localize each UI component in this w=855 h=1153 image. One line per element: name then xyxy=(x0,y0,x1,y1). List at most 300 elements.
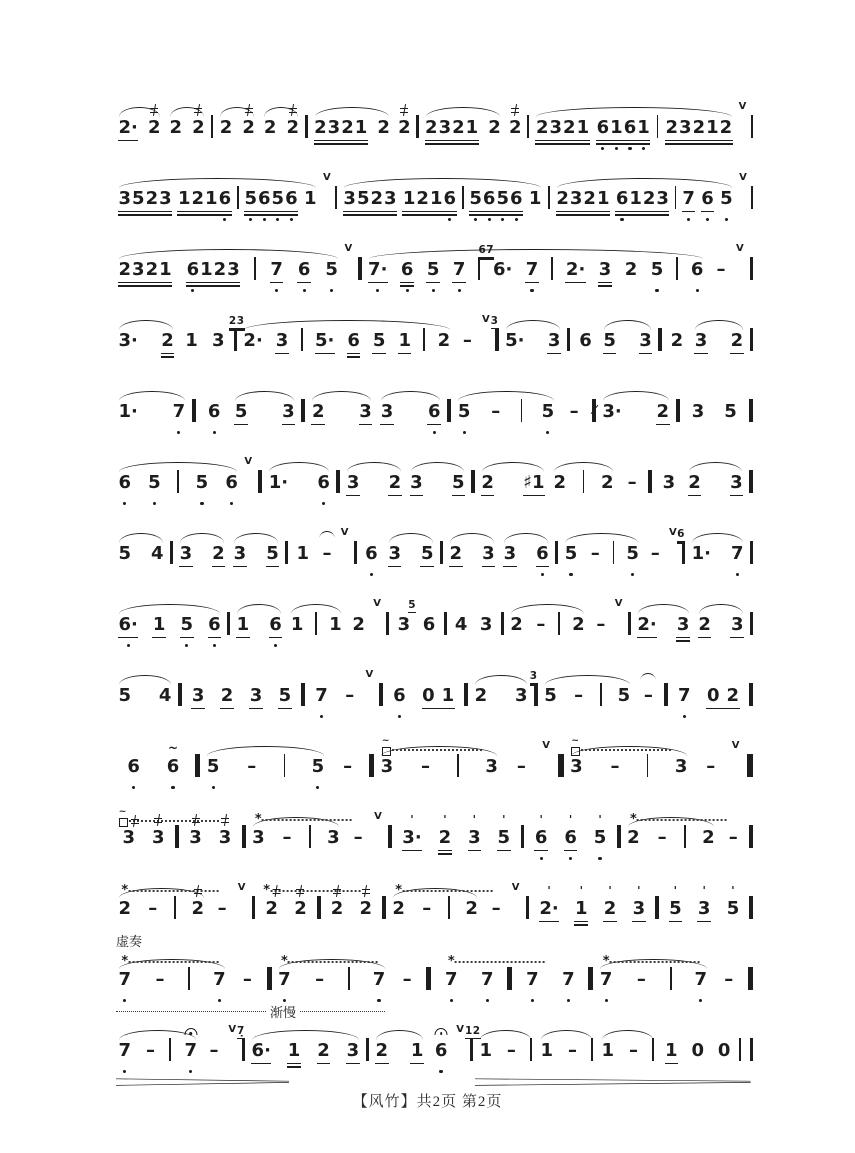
low-octave-dot xyxy=(171,786,174,789)
accent-tick-mark: ' xyxy=(539,813,543,826)
note-digit: 1 xyxy=(576,117,590,138)
note-digit: 2 xyxy=(341,117,354,138)
note-digit: 3 xyxy=(227,259,240,280)
breath-mark: V xyxy=(244,456,253,467)
note-digit: 1 xyxy=(629,188,642,209)
note-digit: 6 xyxy=(118,472,132,493)
dash xyxy=(627,1027,639,1074)
note-digit: ♯1 xyxy=(523,472,545,493)
note-digit: 1 xyxy=(528,188,542,209)
note-digit: 5 xyxy=(617,685,631,706)
barline xyxy=(175,825,179,848)
grace-note: 67 xyxy=(478,244,495,256)
note-digit: 3 xyxy=(346,1040,360,1061)
note-digit: 7· xyxy=(368,259,388,280)
note-digit: – xyxy=(567,1040,577,1061)
note-digit: 6 xyxy=(579,330,592,351)
note-digit: 2 xyxy=(311,401,325,422)
vibrato-mark: * xyxy=(121,957,128,967)
score-line-11 xyxy=(114,806,755,861)
barline xyxy=(750,612,753,635)
slur xyxy=(479,459,547,506)
note-digit: 3 xyxy=(662,472,676,493)
note-digit: – xyxy=(596,614,606,635)
low-octave-dot xyxy=(631,573,634,576)
vibrato-mark: * xyxy=(630,815,637,825)
tonguing-mark xyxy=(296,886,304,896)
note-digit: 5 xyxy=(311,756,325,777)
barline xyxy=(464,683,468,706)
note xyxy=(242,104,256,151)
dash xyxy=(154,956,166,1003)
low-octave-dot xyxy=(330,289,333,292)
note-digit: 2 xyxy=(438,827,452,848)
note-digit: 7 xyxy=(315,685,328,706)
barline xyxy=(567,328,570,351)
note xyxy=(309,672,334,719)
note-digit: 5 xyxy=(541,401,555,422)
note xyxy=(380,736,394,790)
note xyxy=(601,1027,615,1074)
barline xyxy=(462,186,464,209)
breath-mark: V xyxy=(344,243,353,254)
score-line-5 xyxy=(114,380,755,435)
note-digit: 5 xyxy=(266,543,279,564)
note-digit: 7 xyxy=(118,1040,132,1061)
note xyxy=(118,388,138,435)
note-digit: 2 xyxy=(392,898,405,919)
note xyxy=(514,672,528,719)
note-digit: 3 xyxy=(327,117,341,138)
note-digit: 0 xyxy=(422,685,435,706)
vibrato-mark: * xyxy=(263,886,270,896)
note-digit: 3 xyxy=(514,685,528,706)
note xyxy=(372,956,386,1003)
low-octave-dot xyxy=(406,289,409,292)
note-digit: 2 xyxy=(600,472,614,493)
note-digit: 2 xyxy=(147,117,161,138)
vibrato-mark: * xyxy=(395,886,402,896)
note-digit: 7 xyxy=(278,969,291,990)
low-octave-dot xyxy=(230,502,233,505)
note xyxy=(118,459,132,506)
note-digit: 7 xyxy=(213,969,226,990)
low-octave-dot xyxy=(530,289,533,292)
note-digit: – xyxy=(402,969,412,990)
note-digit: 2· xyxy=(243,330,263,351)
note-digit: 1 xyxy=(236,614,250,635)
note-digit: 2 xyxy=(583,188,596,209)
low-octave-dot xyxy=(200,502,203,505)
barline xyxy=(169,1038,171,1061)
note-digit: – xyxy=(716,259,726,280)
note-digit: 1 xyxy=(465,117,479,138)
breath-mark: V xyxy=(668,527,677,538)
dash xyxy=(504,743,538,790)
barline xyxy=(336,470,340,493)
slur xyxy=(116,885,207,932)
note-digit: 3 xyxy=(639,330,652,351)
note xyxy=(574,317,597,364)
note xyxy=(243,672,268,719)
note xyxy=(212,530,226,577)
note-digit: – xyxy=(462,330,472,351)
note-digit: 7 xyxy=(184,1040,197,1061)
note-digit: 7 xyxy=(525,259,539,280)
note xyxy=(730,317,744,364)
slur xyxy=(116,956,228,1003)
note-digit: 5 xyxy=(118,543,132,564)
low-octave-dot xyxy=(474,218,477,221)
decrescendo-hairpin xyxy=(475,1071,751,1079)
note-digit: 6 xyxy=(365,543,378,564)
note-digit: 2· xyxy=(539,898,559,919)
note-digit: 3 xyxy=(674,756,688,777)
low-octave-dot xyxy=(683,715,686,718)
slur xyxy=(250,814,343,861)
dash xyxy=(694,743,728,790)
note xyxy=(396,814,428,861)
slur xyxy=(341,175,544,222)
note-digit: 1 xyxy=(441,685,455,706)
low-octave-dot xyxy=(620,218,623,221)
marks xyxy=(263,883,280,898)
slur xyxy=(116,175,319,222)
note xyxy=(462,814,487,861)
low-octave-dot xyxy=(185,644,188,647)
note-digit: 1 xyxy=(290,614,304,635)
note-digit: 6 xyxy=(166,756,180,777)
slur xyxy=(344,459,403,506)
note xyxy=(400,246,414,293)
note-digit: 3 xyxy=(549,117,563,138)
barline xyxy=(682,541,685,564)
note-digit: – xyxy=(491,401,501,422)
barline xyxy=(237,186,239,209)
note xyxy=(523,459,545,506)
note-digit: – xyxy=(343,756,353,777)
note-digit: 5 xyxy=(469,188,482,209)
note-digit: 2 xyxy=(265,898,278,919)
note-digit: 2 xyxy=(161,330,174,351)
note xyxy=(118,885,132,932)
marks xyxy=(443,815,446,824)
note-digit: 1 xyxy=(402,188,416,209)
low-octave-dot xyxy=(655,289,658,292)
note-digit: 1 xyxy=(706,117,719,138)
low-octave-dot xyxy=(153,502,156,505)
note xyxy=(713,1027,735,1074)
barline xyxy=(285,541,288,564)
dash xyxy=(314,956,326,1003)
final-barline xyxy=(739,1038,753,1061)
score-line-9 xyxy=(114,664,755,719)
barline xyxy=(444,612,447,635)
barline xyxy=(551,257,553,280)
marks xyxy=(641,673,656,680)
note xyxy=(361,530,382,577)
note xyxy=(471,956,503,1003)
note-digit: 3 xyxy=(380,756,394,777)
note-digit: – xyxy=(322,543,332,564)
dash xyxy=(637,672,660,719)
note-digit: – xyxy=(650,543,660,564)
note-digit: 2 xyxy=(449,543,463,564)
marks xyxy=(630,812,637,827)
note xyxy=(656,459,682,506)
note-digit: 5 xyxy=(669,898,682,919)
slur xyxy=(447,530,497,577)
dash xyxy=(246,743,258,790)
note-digit: 1 xyxy=(479,1040,492,1061)
note-digit: 2 xyxy=(425,117,438,138)
note xyxy=(665,104,733,151)
note-digit: 6· xyxy=(251,1040,271,1061)
note xyxy=(388,459,402,506)
marks xyxy=(447,954,455,969)
note-digit: 3 xyxy=(218,827,232,848)
note-digit: 1 xyxy=(398,330,411,351)
marks xyxy=(192,815,200,825)
barline xyxy=(555,541,558,564)
note-digit: 3 xyxy=(252,827,265,848)
note-digit: 2 xyxy=(359,898,373,919)
marks xyxy=(580,886,583,895)
note xyxy=(208,601,222,648)
barline xyxy=(495,328,498,351)
note-digit: 2 xyxy=(624,259,638,280)
barline xyxy=(379,683,383,706)
note-digit: 2 xyxy=(474,685,488,706)
note-digit: 3 xyxy=(122,827,135,848)
section-label-text: 虚奏 xyxy=(116,934,143,949)
flutter-tongue-mark: ~ xyxy=(119,815,129,827)
note xyxy=(694,317,708,364)
note-digit: 3 xyxy=(343,188,356,209)
dash xyxy=(505,1027,517,1074)
barline xyxy=(317,896,321,919)
marks xyxy=(121,954,129,969)
low-octave-dot xyxy=(370,573,373,576)
slur xyxy=(116,104,163,151)
note-digit: 1 xyxy=(665,1040,678,1061)
note xyxy=(529,670,558,719)
note-digit: 6 xyxy=(534,827,548,848)
note-digit: 2 xyxy=(481,472,494,493)
note xyxy=(536,530,550,577)
low-octave-dot xyxy=(223,218,226,221)
tonguing-mark xyxy=(362,886,370,896)
note xyxy=(184,1027,198,1074)
tonguing-mark xyxy=(333,886,341,896)
note xyxy=(690,246,704,293)
slur xyxy=(529,670,633,719)
barline xyxy=(657,115,659,138)
note xyxy=(118,317,138,364)
note xyxy=(368,246,388,293)
note-digit: 5 xyxy=(234,401,248,422)
note-digit: 7 xyxy=(682,188,695,209)
low-octave-dot xyxy=(213,431,216,434)
note xyxy=(660,1027,682,1074)
note xyxy=(272,672,297,719)
note-digit: – xyxy=(627,472,637,493)
note xyxy=(282,388,296,435)
note-digit: 3· xyxy=(118,330,138,351)
note xyxy=(564,530,578,577)
slur xyxy=(677,528,746,577)
marks xyxy=(539,815,542,824)
barline xyxy=(426,967,431,990)
low-octave-dot xyxy=(615,147,618,150)
note-digit: 2 xyxy=(726,685,740,706)
note-digit: 7 xyxy=(452,259,466,280)
breath-mark: V xyxy=(365,669,374,680)
note xyxy=(237,1025,271,1074)
note-digit: 6 xyxy=(443,188,457,209)
note xyxy=(552,956,584,1003)
low-octave-dot xyxy=(263,218,266,221)
note-digit: 3 xyxy=(570,756,583,777)
marks xyxy=(254,812,262,827)
note xyxy=(396,104,412,151)
note-digit: 1 xyxy=(152,614,166,635)
slur xyxy=(692,317,745,364)
dash xyxy=(317,530,337,577)
low-octave-dot xyxy=(376,289,379,292)
note-digit: 7 xyxy=(562,969,575,990)
low-octave-dot xyxy=(439,1070,442,1073)
note-digit: – xyxy=(242,969,252,990)
note-digit: 3 xyxy=(547,330,561,351)
note-digit: 5 xyxy=(724,401,737,422)
note-digit: 3 xyxy=(691,401,705,422)
note-digit: 7 xyxy=(694,969,707,990)
barline xyxy=(254,257,256,280)
note-digit: 2 xyxy=(416,188,429,209)
dash xyxy=(147,885,159,932)
note-digit: 2 xyxy=(263,117,277,138)
note-digit: 5· xyxy=(315,330,335,351)
tonguing-mark xyxy=(400,105,408,115)
note xyxy=(457,388,471,435)
marks xyxy=(118,807,139,827)
note xyxy=(682,175,696,222)
low-octave-dot xyxy=(569,573,572,576)
note xyxy=(572,601,586,648)
note-digit: 1 xyxy=(287,1040,301,1061)
barline xyxy=(388,825,392,848)
note xyxy=(161,317,175,364)
note xyxy=(192,104,206,151)
breath-mark: V xyxy=(456,1024,465,1035)
note xyxy=(503,530,517,577)
breath-mark: V xyxy=(237,882,246,893)
dash xyxy=(710,246,732,293)
note xyxy=(716,388,744,435)
vibrato-mark: * xyxy=(281,957,288,967)
barline xyxy=(749,896,753,919)
barline xyxy=(521,399,523,422)
breath-mark: V xyxy=(374,811,382,822)
note-digit: 2 xyxy=(145,259,159,280)
note xyxy=(118,104,138,151)
note xyxy=(598,246,612,293)
dash xyxy=(609,743,621,790)
marks xyxy=(245,105,253,115)
note-digit: 2 xyxy=(191,188,205,209)
tonguing-mark xyxy=(289,105,297,115)
note-digit: – xyxy=(155,969,165,990)
low-octave-dot xyxy=(290,218,293,221)
dash xyxy=(484,885,507,932)
note xyxy=(465,885,479,932)
slur xyxy=(116,1027,199,1074)
note-digit: 2 xyxy=(719,117,733,138)
note-digit: 6 xyxy=(482,188,496,209)
dash xyxy=(232,956,262,1003)
note xyxy=(730,601,744,648)
breath-mark: V xyxy=(739,172,747,183)
tonguing-mark xyxy=(194,105,202,115)
note-digit: 3 xyxy=(503,543,517,564)
marks xyxy=(381,736,392,756)
note-digit: 0 xyxy=(706,685,720,706)
accent-tick-mark: ' xyxy=(502,813,506,826)
note-digit: 5 xyxy=(132,188,145,209)
note-digit: 3 xyxy=(730,472,743,493)
note-digit: 5 xyxy=(593,827,607,848)
note xyxy=(215,672,240,719)
barline xyxy=(177,470,179,493)
note-digit: 6 xyxy=(536,543,549,564)
dash xyxy=(645,530,665,577)
low-octave-dot xyxy=(450,999,453,1002)
note xyxy=(152,601,166,648)
breath-mark: V xyxy=(738,101,747,112)
note xyxy=(596,104,650,151)
barline xyxy=(501,612,504,635)
note xyxy=(474,672,488,719)
barline xyxy=(440,541,443,564)
note-digit: 2 xyxy=(219,117,233,138)
grace-note: 3 xyxy=(490,315,499,327)
note xyxy=(663,885,688,932)
note-digit: 6· xyxy=(492,259,513,280)
note-digit: – xyxy=(574,685,584,706)
vibrato-mark: * xyxy=(448,957,455,967)
barline xyxy=(750,541,753,564)
barline xyxy=(748,967,753,990)
note xyxy=(317,459,331,506)
note-digit: 3 xyxy=(479,614,493,635)
note-digit: 3 xyxy=(438,117,452,138)
note xyxy=(410,1027,424,1074)
note xyxy=(676,601,690,648)
note-digit: 7 xyxy=(270,259,283,280)
slur xyxy=(261,104,301,151)
low-octave-dot xyxy=(127,644,130,647)
score-line-2 xyxy=(114,167,755,222)
fermata-mark xyxy=(435,1028,448,1035)
note xyxy=(297,246,311,293)
marks xyxy=(608,886,611,895)
note-digit: 2 xyxy=(627,827,640,848)
note-digit: 6 xyxy=(596,117,610,138)
barline xyxy=(301,399,305,422)
note-digit: 1 xyxy=(540,1040,554,1061)
note xyxy=(402,175,456,222)
